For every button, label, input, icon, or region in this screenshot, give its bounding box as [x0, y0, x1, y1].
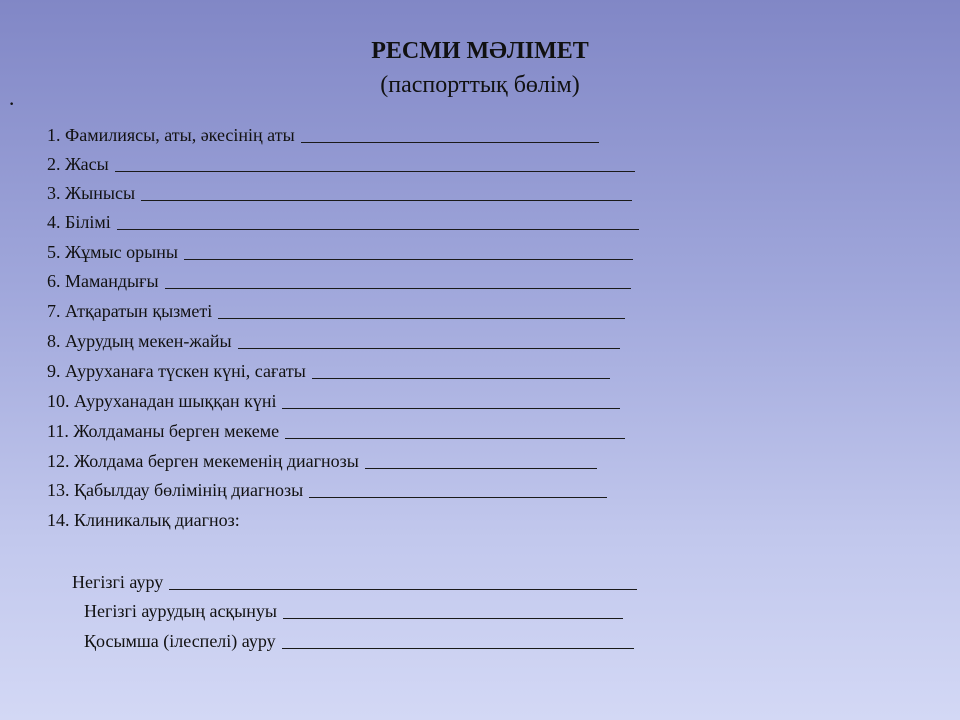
form-line-admission-date: [47, 360, 610, 382]
form-label: 12. Жолдама берген мекеменің диагнозы: [47, 451, 359, 471]
page-subtitle: (паспорттық бөлім): [380, 72, 580, 98]
fill-in-blank[interactable]: [218, 304, 625, 319]
form-line-complication: [84, 600, 623, 622]
form-line-position: [47, 300, 625, 322]
form-line-discharge-date: [47, 390, 620, 412]
fill-in-blank[interactable]: [115, 157, 635, 172]
form-label: 9. Ауруханаға түскен күні, сағаты: [47, 361, 306, 381]
fill-in-blank[interactable]: [282, 634, 634, 649]
form-label: 6. Мамандығы: [47, 271, 159, 291]
form-label: Негізгі ауру: [72, 572, 164, 592]
bullet-marker: ·: [8, 91, 16, 116]
page-title: РЕСМИ МӘЛІМЕТ: [371, 38, 589, 64]
form-label: 3. Жынысы: [47, 183, 136, 203]
form-line-comorbidity: [84, 630, 634, 652]
form-label: Негізгі аурудың асқынуы: [84, 601, 277, 621]
form-line-profession: [47, 270, 631, 292]
form-label: Қосымша (ілеспелі) ауру: [84, 631, 276, 651]
form-label: 10. Ауруханадан шыққан күні: [47, 391, 277, 411]
form-label: 14. Клиникалық диагноз:: [47, 510, 240, 530]
fill-in-blank[interactable]: [365, 454, 597, 469]
fill-in-blank[interactable]: [184, 245, 633, 260]
fill-in-blank[interactable]: [169, 575, 637, 590]
fill-in-blank[interactable]: [283, 604, 623, 619]
form-line-age: [47, 153, 635, 175]
fill-in-blank[interactable]: [309, 483, 607, 498]
fill-in-blank[interactable]: [165, 274, 631, 289]
fill-in-blank[interactable]: [141, 186, 632, 201]
form-line-clinical-diagnosis: [47, 509, 240, 531]
form-line-education: [47, 211, 639, 233]
fill-in-blank[interactable]: [312, 364, 610, 379]
form-line-sex: [47, 182, 632, 204]
fill-in-blank[interactable]: [285, 424, 625, 439]
form-label: 2. Жасы: [47, 154, 109, 174]
fill-in-blank[interactable]: [117, 215, 639, 230]
form-label: 13. Қабылдау бөлімінің диагнозы: [47, 480, 304, 500]
form-line-referring-institution: [47, 420, 625, 442]
fill-in-blank[interactable]: [238, 334, 620, 349]
form-line-workplace: [47, 241, 633, 263]
form-label: 8. Аурудың мекен-жайы: [47, 331, 232, 351]
fill-in-blank[interactable]: [301, 128, 599, 143]
form-line-surname: [47, 124, 599, 146]
form-label: 11. Жолдаманы берген мекеме: [47, 421, 280, 441]
form-label: 1. Фамилиясы, аты, әкесінің аты: [47, 125, 295, 145]
form-line-main-disease: [72, 571, 637, 593]
form-line-admission-diagnosis: [47, 479, 607, 501]
form-label: 5. Жұмыс орыны: [47, 242, 178, 262]
form-line-referral-diagnosis: [47, 450, 597, 472]
form-label: 7. Атқаратын қызметі: [47, 301, 213, 321]
form-label: 4. Білімі: [47, 212, 111, 232]
form-line-address: [47, 330, 620, 352]
fill-in-blank[interactable]: [282, 394, 620, 409]
